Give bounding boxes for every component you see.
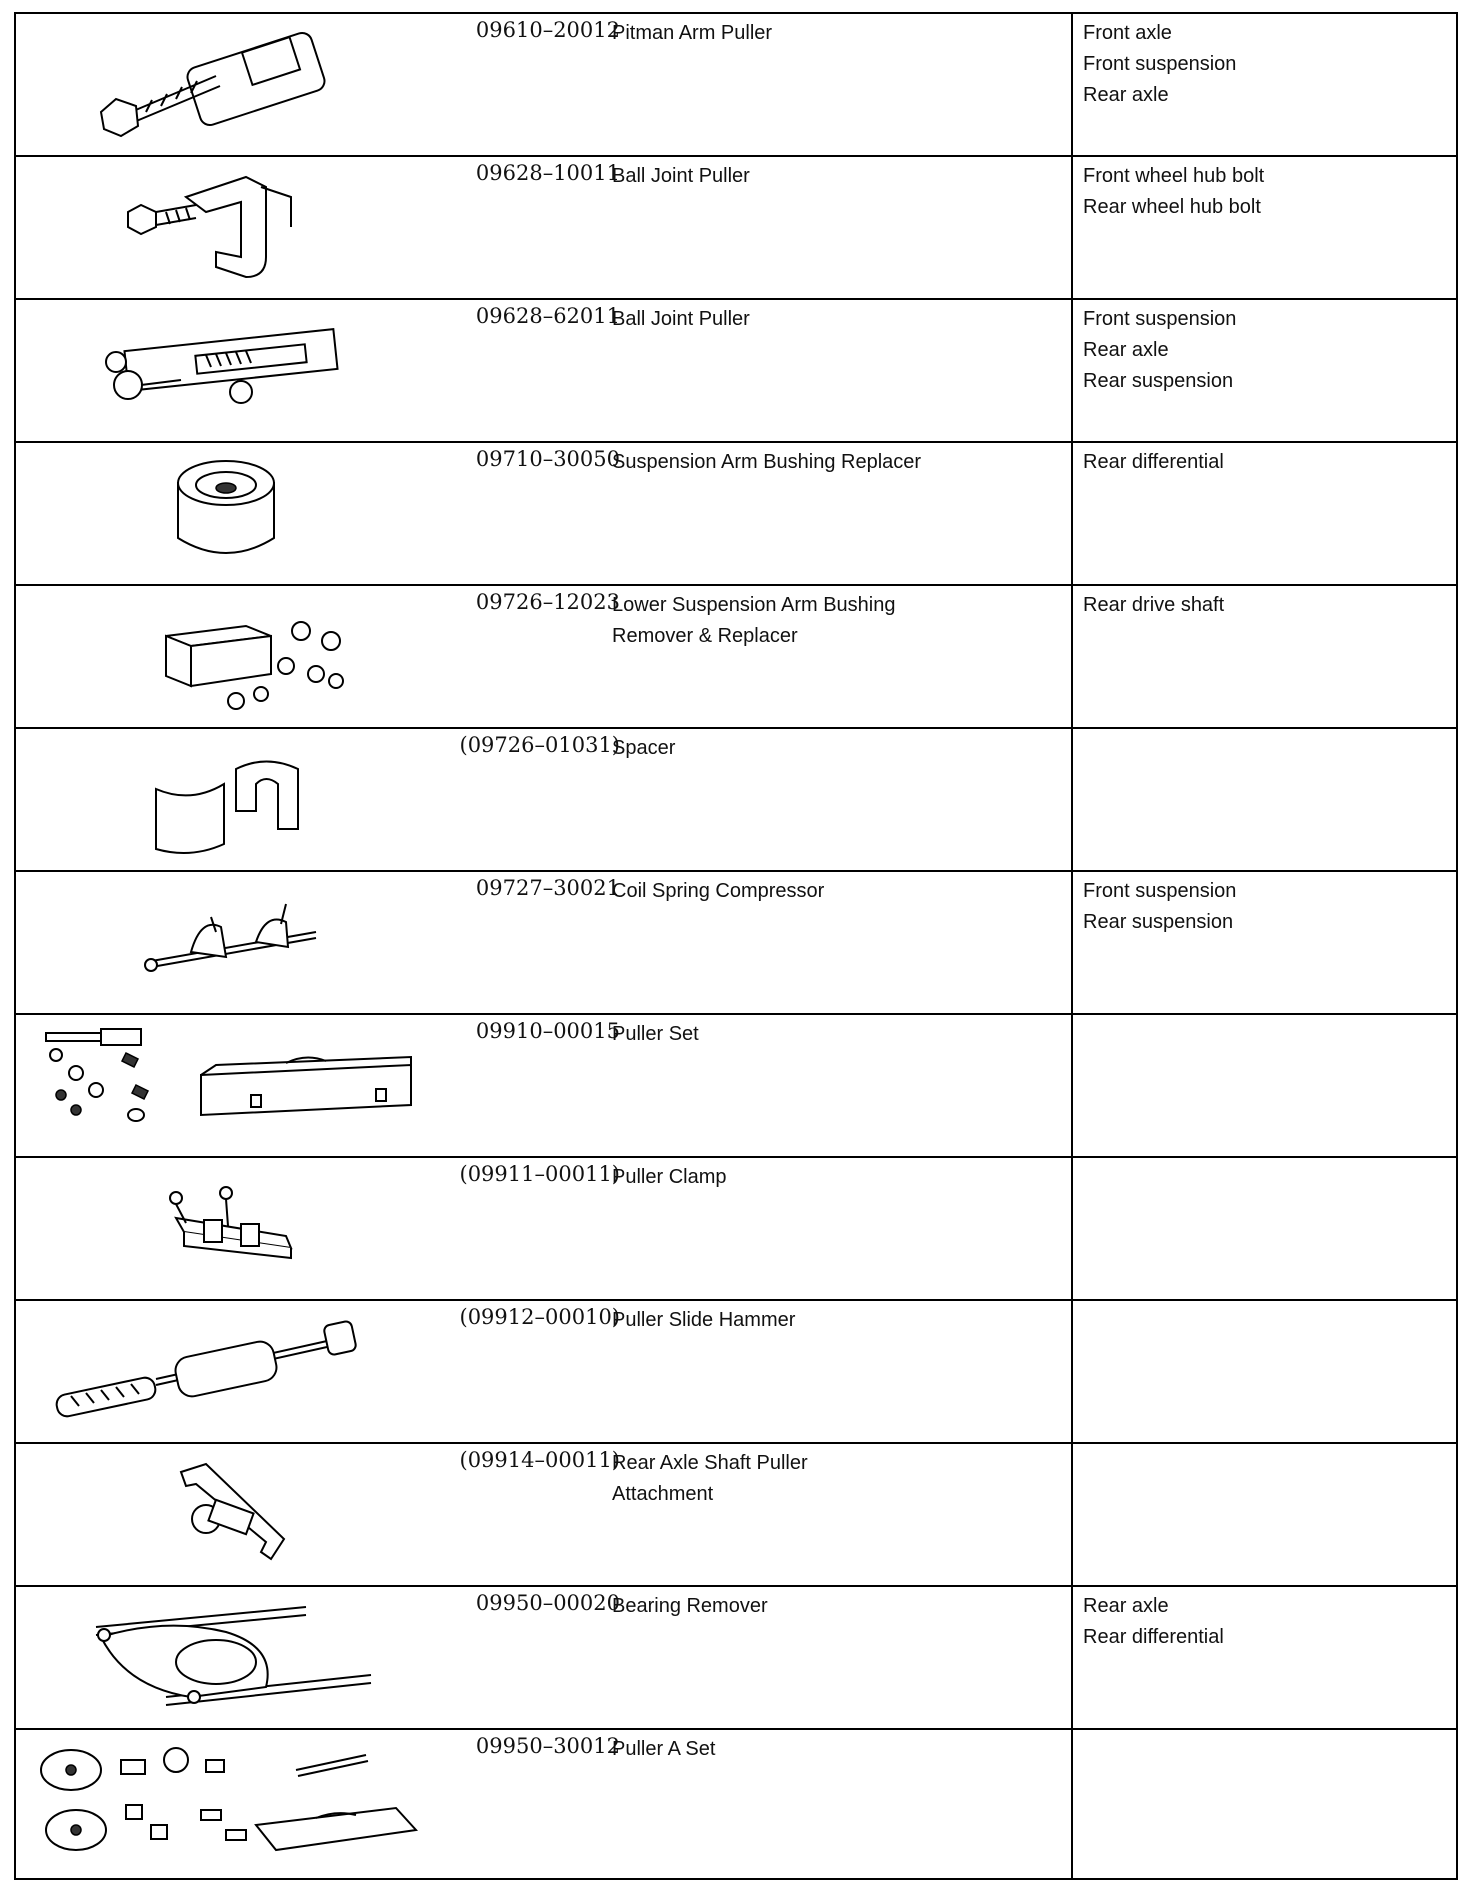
column-divider [1071, 14, 1073, 155]
axle-shaft-puller-attachment-illustration [16, 1444, 436, 1585]
tool-name-line: Coil Spring Compressor [612, 880, 825, 902]
use-item: Front suspension [1083, 53, 1237, 75]
tool-uses [1083, 304, 1453, 397]
coil-spring-compressor-illustration [16, 872, 436, 1013]
use-item: Rear drive shaft [1083, 594, 1225, 616]
tool-name [612, 161, 1062, 192]
bushing-replacer-illustration [16, 443, 436, 584]
tool-name-line: Lower Suspension Arm Bushing [612, 594, 896, 616]
tool-name [612, 1019, 1062, 1050]
use-item: Rear suspension [1083, 911, 1234, 933]
tool-name-line: Bearing Remover [612, 1595, 768, 1617]
column-divider [1071, 443, 1073, 584]
special-tools-table [14, 12, 1458, 1880]
part-number: 09726–12023 [475, 590, 620, 614]
column-divider [1071, 1587, 1073, 1728]
table-row [16, 300, 1456, 443]
use-item: Rear wheel hub bolt [1083, 196, 1261, 218]
use-item: Rear axle [1083, 339, 1169, 361]
use-item: Front axle [1083, 22, 1172, 44]
table-row [16, 1730, 1456, 1878]
table-row [16, 14, 1456, 157]
use-item: Front suspension [1083, 308, 1237, 330]
tool-name [612, 733, 1062, 764]
table-row [16, 443, 1456, 586]
column-divider [1071, 1158, 1073, 1299]
tool-uses [1083, 161, 1453, 223]
spacer-illustration [16, 729, 436, 870]
tool-name [612, 1591, 1062, 1622]
tool-name [612, 590, 1062, 652]
column-divider [1071, 872, 1073, 1013]
puller-a-set-illustration [16, 1730, 436, 1871]
table-row [16, 729, 1456, 872]
puller-set-illustration [16, 1015, 436, 1156]
column-divider [1071, 300, 1073, 441]
slide-hammer-illustration [16, 1301, 436, 1442]
use-item: Front wheel hub bolt [1083, 165, 1265, 187]
table-row [16, 1444, 1456, 1587]
table-row [16, 872, 1456, 1015]
part-number: 09710–30050 [475, 447, 620, 471]
column-divider [1071, 1730, 1073, 1878]
column-divider [1071, 1015, 1073, 1156]
table-row [16, 1158, 1456, 1301]
table-row [16, 1015, 1456, 1158]
tool-name-line: Suspension Arm Bushing Replacer [612, 451, 922, 473]
use-item: Rear axle [1083, 84, 1169, 106]
part-number: (09912–00010) [459, 1305, 620, 1329]
part-number: (09914–00011) [459, 1448, 620, 1472]
column-divider [1071, 157, 1073, 298]
column-divider [1071, 1444, 1073, 1585]
part-number: 09727–30021 [475, 876, 620, 900]
tool-name-line: Remover & Replacer [612, 625, 798, 647]
bushing-remover-set-illustration [16, 586, 436, 727]
tool-name-line: Ball Joint Puller [612, 165, 750, 187]
tool-name [612, 304, 1062, 335]
tool-name [612, 1162, 1062, 1193]
tool-uses [1083, 447, 1453, 478]
column-divider [1071, 1301, 1073, 1442]
tool-name [612, 1734, 1062, 1765]
tool-name [612, 1448, 1062, 1510]
tool-name-line: Spacer [612, 737, 676, 759]
tool-uses [1083, 18, 1453, 111]
part-number: 09950–00020 [475, 1591, 620, 1615]
use-item: Rear differential [1083, 1626, 1224, 1648]
table-row [16, 157, 1456, 300]
tool-uses [1083, 1591, 1453, 1653]
table-row [16, 586, 1456, 729]
ball-joint-puller-illustration [16, 157, 436, 298]
bearing-remover-illustration [16, 1587, 436, 1728]
part-number: (09726–01031) [459, 733, 620, 757]
table-row [16, 1587, 1456, 1730]
tool-name [612, 1305, 1062, 1336]
part-number: 09910–00015 [475, 1019, 620, 1043]
part-number: 09628–62011 [475, 304, 620, 328]
tool-name [612, 447, 1062, 478]
puller-clamp-illustration [16, 1158, 436, 1299]
tool-name [612, 18, 1062, 49]
use-item: Rear suspension [1083, 370, 1234, 392]
use-item: Front suspension [1083, 880, 1237, 902]
tool-name-line: Puller Clamp [612, 1166, 727, 1188]
column-divider [1071, 586, 1073, 727]
tool-name-line: Ball Joint Puller [612, 308, 750, 330]
tool-name-line: Pitman Arm Puller [612, 22, 773, 44]
tool-name-line: Rear Axle Shaft Puller [612, 1452, 808, 1474]
part-number: 09628–10011 [475, 161, 620, 185]
pitman-arm-puller-illustration [16, 14, 436, 155]
tool-name-line: Attachment [612, 1483, 714, 1505]
tool-name-line: Puller Set [612, 1023, 699, 1045]
tool-uses [1083, 590, 1453, 621]
ball-joint-puller-illustration [16, 300, 436, 441]
part-number: 09610–20012 [475, 18, 620, 42]
table-row [16, 1301, 1456, 1444]
tool-uses [1083, 876, 1453, 938]
tool-name-line: Puller A Set [612, 1738, 716, 1760]
use-item: Rear differential [1083, 451, 1224, 473]
part-number: 09950–30012 [475, 1734, 620, 1758]
tool-name-line: Puller Slide Hammer [612, 1309, 796, 1331]
part-number: (09911–00011) [459, 1162, 620, 1186]
column-divider [1071, 729, 1073, 870]
use-item: Rear axle [1083, 1595, 1169, 1617]
tool-name [612, 876, 1062, 907]
